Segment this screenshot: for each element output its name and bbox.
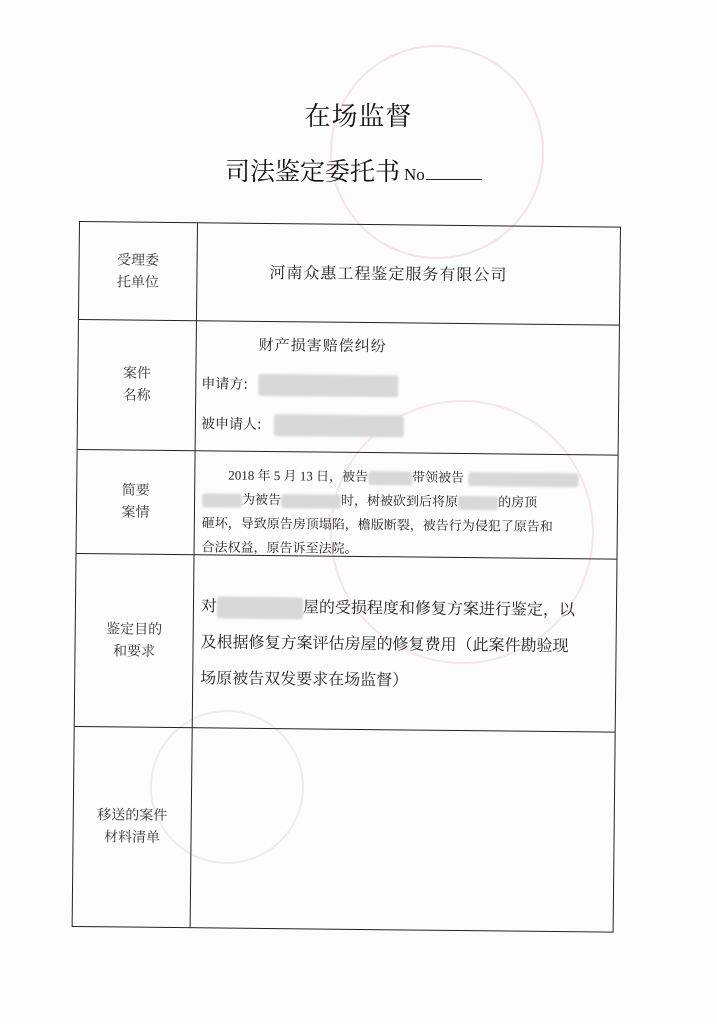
purpose-line [201, 588, 608, 628]
label-line: 鉴定目的 [106, 620, 163, 638]
redaction [368, 471, 412, 485]
label-line: 移送的案件 [97, 807, 168, 824]
redaction [281, 494, 341, 509]
redacted-name [274, 414, 404, 437]
purpose-label [75, 553, 194, 727]
label-line: 名称 [122, 387, 151, 404]
purpose-text-part: 对 [200, 596, 218, 616]
number-blank [426, 179, 482, 180]
commission-form-table [72, 221, 621, 933]
document-subtitle [225, 152, 482, 188]
number-label: No [404, 165, 425, 184]
purpose-text-part: 屋的受损程度和修复方案进行鉴定，以 [302, 597, 576, 620]
label-line: 材料清单 [103, 829, 161, 846]
brief-text: 为被告 [242, 491, 282, 508]
applicant-line [201, 373, 610, 399]
entrusted-unit-label [79, 222, 197, 320]
brief-text: 带领被告 [412, 469, 465, 486]
redaction [202, 493, 242, 507]
brief-text: 时，树被砍到后将原 [341, 492, 459, 509]
label-line: 和要求 [112, 642, 156, 660]
redaction [458, 496, 498, 510]
brief-facts-label [77, 449, 195, 554]
entrusted-unit-value: 河南众惠工程鉴定服务有限公司 [269, 262, 508, 285]
purpose-text [200, 588, 608, 700]
brief-line: 砸坏，导致原告房顶塌陷，檐版断裂，被告行为侵犯了原告和 [201, 515, 553, 534]
label-line: 托单位 [116, 273, 159, 291]
label-line: 受理委 [117, 251, 160, 269]
redaction [217, 596, 303, 619]
label-line: 案情 [121, 504, 150, 521]
redaction [468, 472, 578, 487]
purpose-line: 及根据修复方案评估房屋的修复费用（此案件勘验现 [200, 632, 569, 656]
redacted-name [258, 374, 398, 397]
applicant-label: 申请方: [201, 376, 249, 393]
label-line: 简要 [121, 482, 150, 499]
subtitle-text: 司法鉴定委托书 [225, 157, 401, 186]
brief-facts-text [201, 463, 607, 563]
respondent-line [201, 413, 610, 439]
materials-list-value [198, 743, 607, 917]
purpose-line: 场原被告双发要求在场监督） [200, 668, 409, 690]
case-name-label [78, 319, 196, 450]
case-type: 财产损害赔偿纠纷 [258, 335, 387, 356]
brief-text: 的房顶 [498, 494, 538, 510]
respondent-label: 被申请人: [200, 416, 262, 433]
label-line: 案件 [122, 365, 151, 382]
brief-line: 合法权益，原告诉至法院。 [201, 539, 358, 556]
materials-list-label [73, 726, 192, 927]
document-title: 在场监督 [304, 102, 413, 132]
brief-text: 2018 年 5 月 13 日，被告 [228, 467, 369, 485]
